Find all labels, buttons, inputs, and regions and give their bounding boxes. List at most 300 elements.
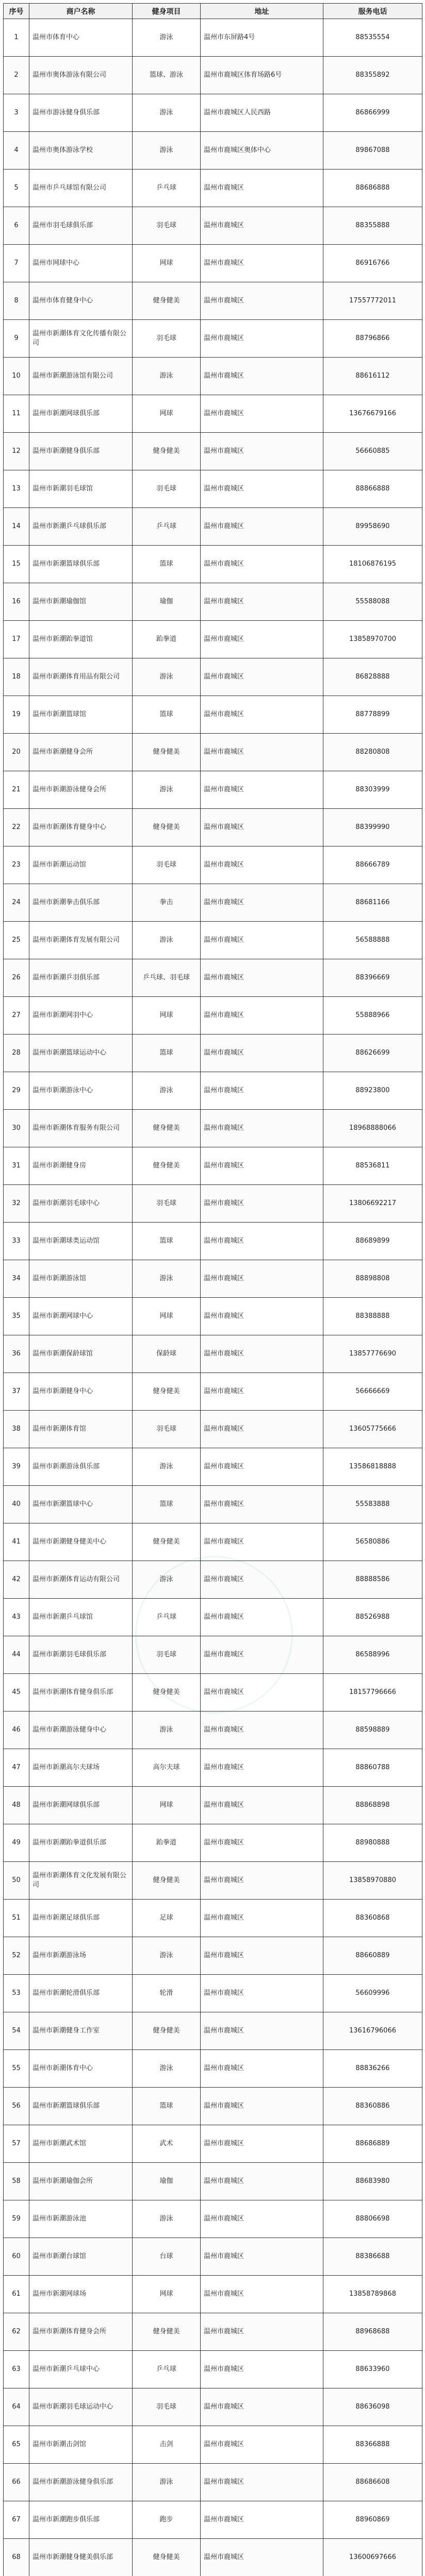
cell-no: 47 [4,1749,29,1787]
cell-no: 23 [4,846,29,884]
table-row [4,621,422,658]
cell-address: 温州市鹿城区 [201,2238,323,2276]
table-row [4,1749,422,1787]
cell-fitness-item: 篮球 [133,1035,201,1072]
cell-no: 21 [4,771,29,809]
cell-phone: 88280808 [323,734,422,771]
cell-fitness-item: 羽毛球 [133,320,201,358]
cell-address: 温州市鹿城区 [201,621,323,658]
cell-phone: 88396669 [323,959,422,997]
cell-no: 1 [4,19,29,57]
table-row [4,1147,422,1185]
cell-no: 17 [4,621,29,658]
cell-fitness-item: 足球 [133,1900,201,1937]
cell-no: 44 [4,1636,29,1674]
header-address: 地址 [201,4,323,19]
cell-merchant-name: 温州市新潮高尔夫球场 [29,1749,133,1787]
cell-merchant-name: 温州市新潮体育用品有限公司 [29,658,133,696]
cell-phone: 86588996 [323,1636,422,1674]
cell-address: 温州市鹿城区 [201,1975,323,2012]
cell-fitness-item: 瑜伽 [133,583,201,621]
cell-address: 温州市鹿城区人民西路 [201,94,323,132]
cell-fitness-item: 保龄球 [133,1335,201,1373]
cell-merchant-name: 温州市新潮网球中心 [29,1298,133,1335]
cell-fitness-item: 网球 [133,395,201,433]
cell-phone: 88366888 [323,2426,422,2464]
cell-no: 43 [4,1599,29,1636]
cell-fitness-item: 篮球、游泳 [133,57,201,94]
cell-phone: 88355888 [323,207,422,245]
cell-merchant-name: 温州市新潮游泳中心 [29,1072,133,1110]
cell-no: 22 [4,809,29,846]
cell-address: 温州市鹿城区 [201,1185,323,1223]
cell-no: 3 [4,94,29,132]
cell-merchant-name: 温州市新潮乒乓球馆 [29,1599,133,1636]
table-row [4,2200,422,2238]
cell-address: 温州市鹿城区 [201,1035,323,1072]
cell-merchant-name: 温州市新潮体育文化传播有限公司 [29,320,133,358]
cell-phone: 88536811 [323,1147,422,1185]
cell-no: 20 [4,734,29,771]
cell-merchant-name: 温州市新潮击剑馆 [29,2426,133,2464]
cell-no: 32 [4,1185,29,1223]
cell-phone: 13586818888 [323,1448,422,1486]
cell-no: 56 [4,2088,29,2125]
table-row [4,1035,422,1072]
cell-fitness-item: 羽毛球 [133,846,201,884]
cell-fitness-item: 游泳 [133,771,201,809]
cell-fitness-item: 瑜伽 [133,2163,201,2200]
cell-phone: 13600697666 [323,2539,422,2576]
table-row [4,1787,422,1824]
cell-merchant-name: 温州市新潮跑步俱乐部 [29,2501,133,2539]
cell-address: 温州市鹿城区 [201,1674,323,1711]
cell-address: 温州市鹿城区 [201,1523,323,1561]
cell-no: 65 [4,2426,29,2464]
cell-no: 27 [4,997,29,1035]
cell-no: 35 [4,1298,29,1335]
cell-fitness-item: 健身健美 [133,809,201,846]
cell-address: 温州市鹿城区 [201,2426,323,2464]
cell-address: 温州市鹿城区 [201,997,323,1035]
cell-phone: 56660885 [323,433,422,470]
table-row [4,2351,422,2388]
header-name: 商户名称 [29,4,133,19]
cell-no: 55 [4,2050,29,2088]
cell-address: 温州市鹿城区 [201,395,323,433]
cell-fitness-item: 篮球 [133,546,201,583]
cell-merchant-name: 温州市新潮网球俱乐部 [29,395,133,433]
table-row [4,1561,422,1599]
cell-phone: 88386688 [323,2238,422,2276]
cell-address: 温州市鹿城区 [201,959,323,997]
cell-no: 11 [4,395,29,433]
cell-merchant-name: 温州市新潮台球馆 [29,2238,133,2276]
cell-fitness-item: 健身健美 [133,1110,201,1147]
cell-no: 50 [4,1862,29,1900]
cell-no: 30 [4,1110,29,1147]
cell-phone: 86866999 [323,94,422,132]
cell-fitness-item: 跆拳道 [133,1824,201,1862]
table-row [4,2501,422,2539]
cell-address: 温州市鹿城区 [201,2200,323,2238]
table-row [4,2388,422,2426]
cell-address: 温州市鹿城区 [201,282,323,320]
cell-no: 4 [4,132,29,170]
table-row [4,1523,422,1561]
cell-fitness-item: 健身健美 [133,1523,201,1561]
cell-fitness-item: 游泳 [133,2464,201,2501]
cell-merchant-name: 温州市体育健身中心 [29,282,133,320]
cell-phone: 13858970700 [323,621,422,658]
cell-address: 温州市鹿城区 [201,1110,323,1147]
cell-address: 温州市鹿城区 [201,320,323,358]
header-no: 序号 [4,4,29,19]
cell-phone: 13806692217 [323,1185,422,1223]
cell-address: 温州市鹿城区 [201,470,323,508]
cell-phone: 13605775666 [323,1411,422,1448]
cell-merchant-name: 温州市新潮篮球俱乐部 [29,2088,133,2125]
cell-phone: 88686888 [323,170,422,207]
cell-address: 温州市鹿城区 [201,1072,323,1110]
cell-fitness-item: 台球 [133,2238,201,2276]
table-row [4,1862,422,1900]
cell-merchant-name: 温州市新潮羽毛球中心 [29,1185,133,1223]
cell-phone: 88778899 [323,696,422,734]
cell-phone: 18157796666 [323,1674,422,1711]
cell-phone: 88806698 [323,2200,422,2238]
cell-merchant-name: 温州市网球中心 [29,245,133,282]
cell-no: 49 [4,1824,29,1862]
table-row [4,658,422,696]
cell-phone: 56666669 [323,1373,422,1411]
cell-fitness-item: 轮滑 [133,1975,201,2012]
cell-merchant-name: 温州市新潮武术馆 [29,2125,133,2163]
cell-merchant-name: 温州市新潮游泳馆 [29,1260,133,1298]
cell-no: 66 [4,2464,29,2501]
cell-phone: 55888966 [323,997,422,1035]
cell-no: 58 [4,2163,29,2200]
cell-fitness-item: 羽毛球 [133,1185,201,1223]
cell-address: 温州市东屏路4号 [201,19,323,57]
cell-merchant-name: 温州市新潮跆拳道俱乐部 [29,1824,133,1862]
cell-phone: 88796866 [323,320,422,358]
cell-no: 12 [4,433,29,470]
cell-phone: 56588888 [323,922,422,959]
cell-merchant-name: 温州市新潮体育馆 [29,1411,133,1448]
cell-fitness-item: 乒乓球 [133,2351,201,2388]
cell-fitness-item: 游泳 [133,19,201,57]
table-row [4,1900,422,1937]
cell-phone: 88666789 [323,846,422,884]
cell-address: 温州市鹿城区 [201,809,323,846]
cell-address: 温州市鹿城区 [201,2012,323,2050]
cell-merchant-name: 温州市新潮篮球俱乐部 [29,546,133,583]
cell-fitness-item: 网球 [133,2276,201,2313]
table-row [4,1937,422,1975]
cell-fitness-item: 健身健美 [133,1147,201,1185]
table-row [4,320,422,358]
cell-address: 温州市鹿城区 [201,207,323,245]
cell-no: 33 [4,1223,29,1260]
table-row [4,2125,422,2163]
cell-no: 18 [4,658,29,696]
cell-no: 26 [4,959,29,997]
cell-phone: 88686608 [323,2464,422,2501]
cell-merchant-name: 温州市新潮游泳俱乐部 [29,1448,133,1486]
cell-fitness-item: 健身健美 [133,734,201,771]
cell-phone: 55588088 [323,583,422,621]
cell-phone: 88616112 [323,358,422,395]
cell-fitness-item: 健身健美 [133,1674,201,1711]
cell-phone: 88683980 [323,2163,422,2200]
cell-merchant-name: 温州市奥体游泳有限公司 [29,57,133,94]
table-row [4,1599,422,1636]
cell-fitness-item: 健身健美 [133,1862,201,1900]
table-row [4,771,422,809]
table-row [4,1411,422,1448]
table-row [4,959,422,997]
cell-address: 温州市鹿城区 [201,508,323,546]
table-row [4,1636,422,1674]
table-row [4,2313,422,2351]
cell-fitness-item: 游泳 [133,1072,201,1110]
cell-no: 6 [4,207,29,245]
table-row [4,997,422,1035]
cell-fitness-item: 网球 [133,245,201,282]
cell-fitness-item: 羽毛球 [133,470,201,508]
cell-fitness-item: 武术 [133,2125,201,2163]
cell-fitness-item: 网球 [133,1298,201,1335]
table-row [4,1335,422,1373]
cell-address: 温州市鹿城区 [201,546,323,583]
cell-phone: 86916766 [323,245,422,282]
cell-phone: 88681166 [323,884,422,922]
cell-merchant-name: 温州市新潮乒羽俱乐部 [29,959,133,997]
cell-address: 温州市鹿城区 [201,922,323,959]
cell-fitness-item: 跆拳道 [133,621,201,658]
cell-no: 38 [4,1411,29,1448]
cell-address: 温州市鹿城区 [201,2163,323,2200]
cell-address: 温州市鹿城区 [201,1561,323,1599]
cell-merchant-name: 温州市新潮羽毛球运动中心 [29,2388,133,2426]
cell-phone: 88636098 [323,2388,422,2426]
cell-address: 温州市鹿城区 [201,2125,323,2163]
cell-no: 59 [4,2200,29,2238]
cell-merchant-name: 温州市新潮健身中心 [29,1373,133,1411]
table-row [4,132,422,170]
cell-phone: 18968888066 [323,1110,422,1147]
cell-address: 温州市鹿城区 [201,1486,323,1523]
cell-address: 温州市鹿城区 [201,1223,323,1260]
cell-fitness-item: 游泳 [133,1448,201,1486]
cell-address: 温州市鹿城区 [201,2464,323,2501]
cell-merchant-name: 温州市游泳健身俱乐部 [29,94,133,132]
merchant-table-sheet [3,3,422,2576]
cell-fitness-item: 游泳 [133,1711,201,1749]
cell-phone: 88866888 [323,470,422,508]
cell-no: 19 [4,696,29,734]
table-row [4,2088,422,2125]
cell-fitness-item: 游泳 [133,132,201,170]
cell-no: 7 [4,245,29,282]
cell-address: 温州市鹿城区 [201,1937,323,1975]
cell-merchant-name: 温州市新潮羽毛球馆 [29,470,133,508]
cell-fitness-item: 健身健美 [133,282,201,320]
table-row [4,2276,422,2313]
cell-fitness-item: 乒乓球、羽毛球 [133,959,201,997]
cell-phone: 88836266 [323,2050,422,2088]
cell-address: 温州市鹿城区 [201,1824,323,1862]
table-row [4,19,422,57]
table-row [4,846,422,884]
cell-fitness-item: 健身健美 [133,433,201,470]
cell-no: 63 [4,2351,29,2388]
cell-fitness-item: 拳击 [133,884,201,922]
cell-merchant-name: 温州市新潮体育发展有限公司 [29,922,133,959]
table-row [4,94,422,132]
cell-address: 温州市鹿城区 [201,1260,323,1298]
cell-fitness-item: 篮球 [133,1223,201,1260]
cell-phone: 56580886 [323,1523,422,1561]
table-header-row [4,4,422,19]
cell-address: 温州市鹿城区 [201,1335,323,1373]
cell-merchant-name: 温州市新潮游泳池 [29,2200,133,2238]
cell-no: 68 [4,2539,29,2576]
table-row [4,2163,422,2200]
cell-merchant-name: 温州市新潮体育服务有限公司 [29,1110,133,1147]
cell-phone: 13676679166 [323,395,422,433]
table-row [4,2464,422,2501]
cell-merchant-name: 温州市羽毛球俱乐部 [29,207,133,245]
cell-fitness-item: 健身健美 [133,2539,201,2576]
cell-merchant-name: 温州市奥体游泳学校 [29,132,133,170]
table-row [4,395,422,433]
cell-merchant-name: 温州市新潮健身健美俱乐部 [29,2539,133,2576]
cell-phone: 13857776690 [323,1335,422,1373]
cell-phone: 88355892 [323,57,422,94]
cell-phone: 88660889 [323,1937,422,1975]
table-row [4,1260,422,1298]
cell-phone: 88686889 [323,2125,422,2163]
table-row [4,1373,422,1411]
cell-fitness-item: 篮球 [133,1486,201,1523]
table-row [4,1674,422,1711]
cell-address: 温州市鹿城区 [201,1599,323,1636]
cell-address: 温州市鹿城区 [201,2276,323,2313]
table-row [4,809,422,846]
cell-no: 8 [4,282,29,320]
cell-phone: 88888586 [323,1561,422,1599]
table-row [4,1486,422,1523]
table-row [4,282,422,320]
cell-merchant-name: 温州市体育中心 [29,19,133,57]
cell-address: 温州市鹿城区 [201,433,323,470]
cell-merchant-name: 温州市新潮瑜伽馆 [29,583,133,621]
cell-no: 60 [4,2238,29,2276]
cell-phone: 88689899 [323,1223,422,1260]
table-row [4,170,422,207]
cell-fitness-item: 游泳 [133,658,201,696]
header-item: 健身项目 [133,4,201,19]
table-row [4,1824,422,1862]
table-row [4,1448,422,1486]
cell-merchant-name: 温州市新潮健身工作室 [29,2012,133,2050]
cell-address: 温州市鹿城区 [201,734,323,771]
cell-merchant-name: 温州市新潮网球场 [29,2276,133,2313]
cell-no: 62 [4,2313,29,2351]
cell-no: 61 [4,2276,29,2313]
cell-phone: 13858970880 [323,1862,422,1900]
cell-address: 温州市鹿城区 [201,2088,323,2125]
cell-merchant-name: 温州市新潮跆拳道馆 [29,621,133,658]
cell-fitness-item: 羽毛球 [133,1636,201,1674]
cell-address: 温州市鹿城区 [201,2501,323,2539]
cell-address: 温州市鹿城区 [201,1411,323,1448]
cell-phone: 18106876195 [323,546,422,583]
cell-address: 温州市鹿城区 [201,1636,323,1674]
cell-phone: 88535554 [323,19,422,57]
cell-address: 温州市鹿城区 [201,2388,323,2426]
table-row [4,583,422,621]
cell-phone: 88968688 [323,2313,422,2351]
cell-no: 24 [4,884,29,922]
cell-fitness-item: 游泳 [133,358,201,395]
cell-merchant-name: 温州市新潮体育健身中心 [29,809,133,846]
cell-no: 31 [4,1147,29,1185]
cell-address: 温州市鹿城区 [201,696,323,734]
cell-merchant-name: 温州市新潮乒乓球俱乐部 [29,508,133,546]
cell-address: 温州市鹿城区 [201,2351,323,2388]
cell-no: 2 [4,57,29,94]
cell-merchant-name: 温州市新潮篮球运动中心 [29,1035,133,1072]
cell-fitness-item: 游泳 [133,922,201,959]
cell-fitness-item: 游泳 [133,2200,201,2238]
cell-no: 42 [4,1561,29,1599]
table-row [4,2539,422,2576]
cell-merchant-name: 温州市新潮乒乓球中心 [29,2351,133,2388]
cell-address: 温州市鹿城区 [201,1298,323,1335]
table-row [4,734,422,771]
cell-merchant-name: 温州市乒乓球馆有限公司 [29,170,133,207]
cell-phone: 88399990 [323,809,422,846]
table-row [4,2426,422,2464]
cell-phone: 13616796066 [323,2012,422,2050]
cell-fitness-item: 游泳 [133,94,201,132]
table-row [4,1110,422,1147]
cell-no: 51 [4,1900,29,1937]
table-row [4,922,422,959]
cell-phone: 88860788 [323,1749,422,1787]
cell-address: 温州市鹿城区 [201,170,323,207]
cell-fitness-item: 篮球 [133,2088,201,2125]
table-row [4,508,422,546]
table-row [4,358,422,395]
cell-phone: 88388888 [323,1298,422,1335]
cell-fitness-item: 跑步 [133,2501,201,2539]
table-row [4,470,422,508]
cell-no: 54 [4,2012,29,2050]
cell-phone: 88303999 [323,771,422,809]
cell-merchant-name: 温州市新潮游泳健身中心 [29,1711,133,1749]
cell-merchant-name: 温州市新潮保龄球馆 [29,1335,133,1373]
cell-merchant-name: 温州市新潮体育健身会所 [29,2313,133,2351]
cell-phone: 89958690 [323,508,422,546]
cell-address: 温州市鹿城区 [201,245,323,282]
cell-fitness-item: 乒乓球 [133,508,201,546]
cell-no: 34 [4,1260,29,1298]
cell-no: 5 [4,170,29,207]
